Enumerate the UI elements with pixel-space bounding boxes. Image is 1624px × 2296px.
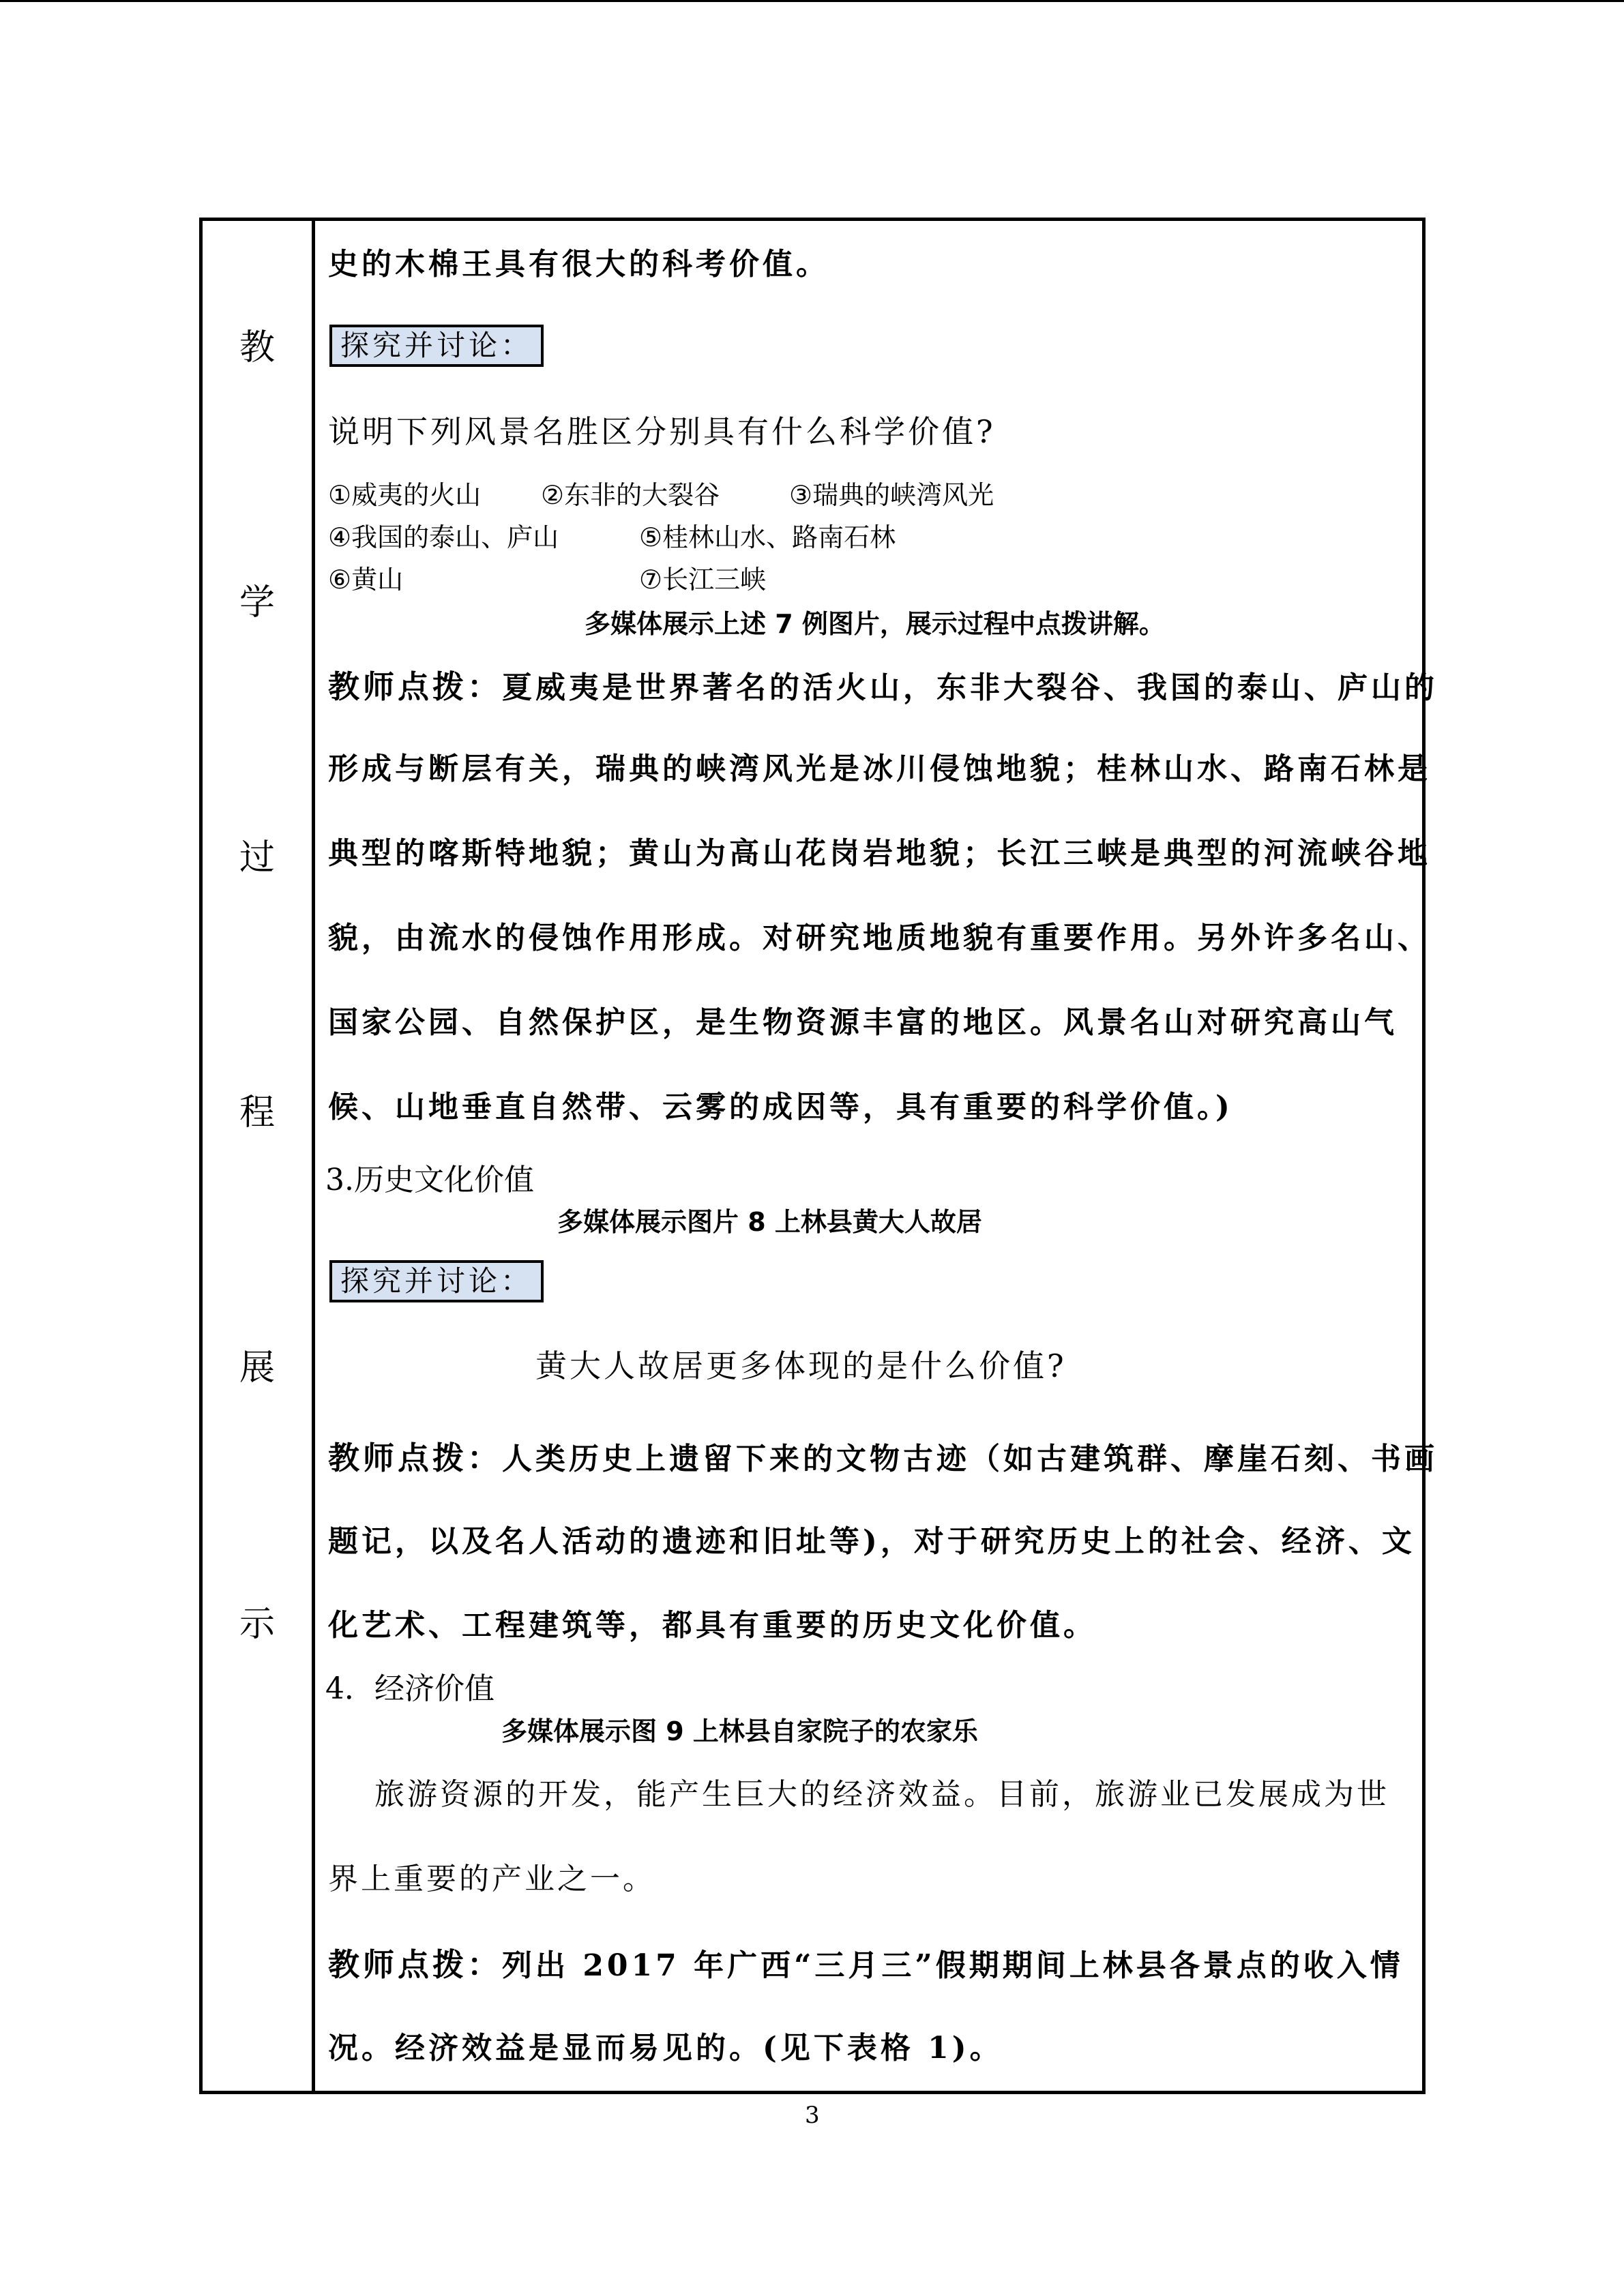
teacher-tip-line: 候、山地垂直自然带、云雾的成因等，具有重要的科学价值。)	[328, 1090, 1233, 1124]
media-caption: 多媒体展示上述 7 例图片，展示过程中点拨讲解。	[585, 609, 1165, 639]
page-number: 3	[805, 2102, 820, 2129]
teacher-tip-label: 教师点拨：	[328, 1946, 502, 1983]
question-text: 黄大人故居更多体现的是什么价值?	[535, 1347, 1067, 1384]
teacher-tip-line: 况。经济效益是显而易见的。(见下表格 1)。	[328, 2031, 1003, 2066]
side-label-char: 示	[239, 1604, 275, 1645]
question-text: 说明下列风景名胜区分别具有什么科学价值?	[328, 413, 996, 450]
teacher-tip-text: 人类历史上遗留下来的文物古迹（如古建筑群、摩崖石刻、书画	[502, 1442, 1438, 1476]
list-item: ①威夷的火山	[328, 480, 482, 510]
teacher-tip-label: 教师点拨：	[328, 1440, 502, 1476]
list-item: ④我国的泰山、庐山	[328, 522, 559, 552]
teacher-tip-label: 教师点拨：	[328, 668, 502, 705]
list-item: ⑤桂林山水、路南石林	[639, 522, 896, 552]
side-label-char: 教	[239, 327, 275, 368]
body-line: 史的木棉王具有很大的科考价值。	[328, 247, 829, 282]
page-top-rule	[0, 0, 1624, 2]
body-line: 旅游资源的开发，能产生巨大的经济效益。目前，旅游业已发展成为世	[374, 1777, 1389, 1812]
side-label-char: 过	[239, 837, 275, 878]
section-heading: 3.历史文化价值	[325, 1163, 534, 1197]
section-heading: 4．经济价值	[325, 1671, 494, 1706]
teacher-tip-line	[328, 1440, 1438, 1478]
list-item: ⑦长江三峡	[639, 565, 767, 595]
teacher-tip-line: 貌，由流水的侵蚀作用形成。对研究地质地貌有重要作用。另外许多名山、	[328, 921, 1431, 955]
teacher-tip-text: 夏威夷是世界著名的活火山，东非大裂谷、我国的泰山、庐山的	[502, 670, 1438, 705]
list-item: ③瑞典的峡湾风光	[789, 480, 994, 510]
list-item: ②东非的大裂谷	[541, 480, 720, 510]
body-line: 界上重要的产业之一。	[328, 1862, 655, 1896]
column-divider	[312, 221, 315, 2091]
side-label-char: 程	[239, 1092, 275, 1133]
teacher-tip-line	[328, 1946, 1404, 1984]
discussion-badge: 探究并讨论：	[329, 325, 544, 367]
teacher-tip-line: 形成与断层有关，瑞典的峡湾风光是冰川侵蚀地貌；桂林山水、路南石林是	[328, 751, 1431, 786]
side-label-char: 学	[239, 582, 275, 623]
discussion-badge: 探究并讨论：	[329, 1260, 544, 1302]
list-item: ⑥黄山	[328, 565, 404, 595]
teacher-tip-text: 列出 2017 年广西“三月三”假期期间上林县各景点的收入情	[502, 1948, 1404, 1983]
media-caption: 多媒体展示图片 8 上林县黄大人故居	[557, 1207, 982, 1237]
side-label-char: 展	[239, 1347, 275, 1388]
teacher-tip-line	[328, 668, 1438, 706]
teacher-tip-line: 国家公园、自然保护区，是生物资源丰富的地区。风景名山对研究高山气	[328, 1005, 1398, 1040]
teacher-tip-line: 化艺术、工程建筑等，都具有重要的历史文化价值。	[328, 1608, 1097, 1643]
media-caption: 多媒体展示图 9 上林县自家院子的农家乐	[501, 1716, 978, 1746]
teacher-tip-line: 典型的喀斯特地貌；黄山为高山花岗岩地貌；长江三峡是典型的河流峡谷地	[328, 836, 1431, 871]
lesson-table	[199, 218, 1438, 2094]
teacher-tip-line: 题记，以及名人活动的遗迹和旧址等)，对于研究历史上的社会、经济、文	[328, 1524, 1415, 1559]
